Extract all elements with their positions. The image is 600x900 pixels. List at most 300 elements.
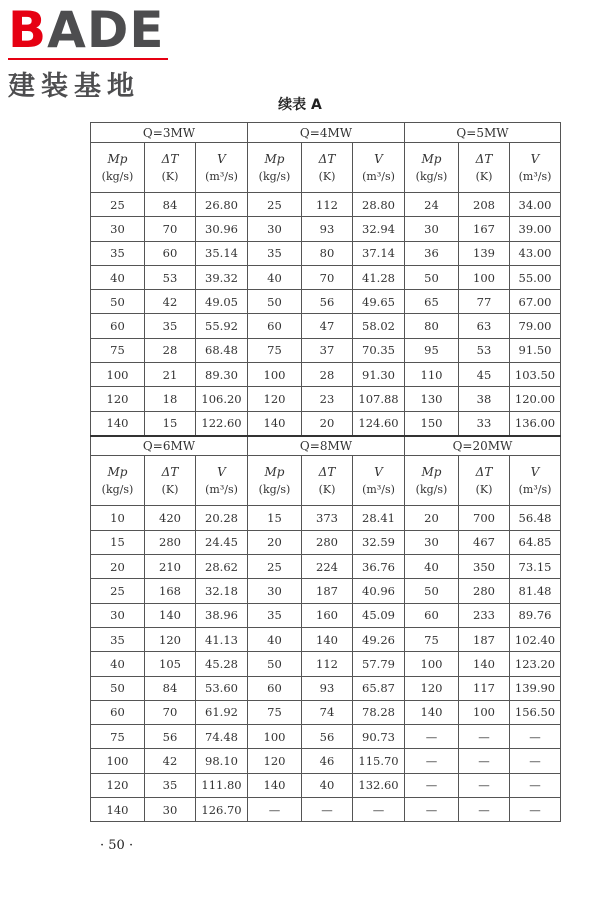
column-header-dt [145,456,196,506]
table-cell: 132.60 [353,773,405,797]
table-cell: 39.00 [510,217,561,241]
table-cell: 187 [302,579,353,603]
table-cell: 150 [405,411,459,436]
table-cell: 123.20 [510,652,561,676]
group-header-row [91,123,561,143]
table-cell: 124.60 [353,411,405,436]
table-row [91,193,561,217]
table-cell: 35 [145,773,196,797]
table-cell: 49.05 [196,290,248,314]
table-cell: 30 [91,603,145,627]
table-cell: 49.26 [353,627,405,651]
table-cell: 53 [145,265,196,289]
column-symbol: V [374,464,383,479]
table-cell: 20 [405,506,459,530]
table-cell: 20 [248,530,302,554]
table-cell: 60 [405,603,459,627]
table-cell: 91.30 [353,363,405,387]
table-row [91,338,561,362]
table-cell: 46 [302,749,353,773]
table-cell: 20.28 [196,506,248,530]
column-header-mp [405,456,459,506]
group-header: Q=8MW [248,436,405,456]
column-symbol: ΔT [161,151,179,166]
table-cell: 111.80 [196,773,248,797]
table-cell: 42 [145,290,196,314]
page-number: · 50 · [100,838,134,853]
column-header-mp [248,456,302,506]
column-symbol: ΔT [318,151,336,166]
table-cell: 35.14 [196,241,248,265]
table-cell: 93 [302,217,353,241]
table-cell: 40.96 [353,579,405,603]
table-cell: 373 [302,506,353,530]
column-symbol: ΔT [161,464,179,479]
table-cell: 74 [302,700,353,724]
table-cell: 60 [248,314,302,338]
table-cell: 30.96 [196,217,248,241]
table-cell: 67.00 [510,290,561,314]
column-unit: (kg/s) [258,169,291,183]
table-cell: 38 [459,387,510,411]
table-cell: — [405,749,459,773]
table-cell: 65 [405,290,459,314]
table-cell: 30 [145,798,196,822]
table-cell: 41.28 [353,265,405,289]
table-cell: 28.41 [353,506,405,530]
column-unit: (K) [475,482,493,496]
table-cell: 140 [248,773,302,797]
table-cell: 30 [91,217,145,241]
table-cell: 60 [91,700,145,724]
column-symbol: Mp [264,464,285,479]
table-cell: 45 [459,363,510,387]
table-row [91,387,561,411]
table-cell: 98.10 [196,749,248,773]
table-cell: 50 [405,265,459,289]
table-cell: 102.40 [510,627,561,651]
column-header-row [91,143,561,193]
table-cell: 100 [248,363,302,387]
column-header-v [353,143,405,193]
column-unit: (m³/s) [205,482,238,496]
table-cell: 420 [145,506,196,530]
table-cell: 140 [145,603,196,627]
column-header-dt [459,143,510,193]
table-row [91,652,561,676]
column-unit: (K) [161,482,179,496]
table-cell: 15 [248,506,302,530]
table-cell: 140 [91,798,145,822]
table-cell: 53.60 [196,676,248,700]
table-cell: 73.15 [510,555,561,579]
table-cell: 140 [302,627,353,651]
table-cell: 58.02 [353,314,405,338]
table-cell: 467 [459,530,510,554]
table-cell: 33 [459,411,510,436]
column-unit: (K) [318,482,336,496]
table-cell: 55.00 [510,265,561,289]
table-cell: 233 [459,603,510,627]
table-cell: 35 [248,241,302,265]
table-cell: 112 [302,652,353,676]
table-row [91,603,561,627]
group-header: Q=20MW [405,436,561,456]
table-cell: 50 [248,652,302,676]
table-cell: 40 [405,555,459,579]
table-row [91,700,561,724]
table-cell: 120 [405,676,459,700]
table-cell: 120.00 [510,387,561,411]
table-row [91,314,561,338]
table-cell: 80 [302,241,353,265]
column-unit: (m³/s) [518,482,552,496]
flow-table [90,122,561,822]
column-header-v [196,143,248,193]
table-cell: 56 [302,290,353,314]
column-unit: (K) [475,169,493,183]
column-symbol: Mp [421,151,442,166]
group-header: Q=5MW [405,123,561,143]
table-cell: 24 [405,193,459,217]
table-cell: 35 [145,314,196,338]
column-unit: (kg/s) [101,169,134,183]
table-cell: 24.45 [196,530,248,554]
table-cell: 77 [459,290,510,314]
bade-logo [8,1,178,103]
table-cell: 107.88 [353,387,405,411]
table-cell: — [510,749,561,773]
table-cell: 30 [405,530,459,554]
table-cell: 32.18 [196,579,248,603]
table-cell: 91.50 [510,338,561,362]
table-cell: 280 [302,530,353,554]
group-header: Q=4MW [248,123,405,143]
table-cell: 35 [91,627,145,651]
group-header-row [91,436,561,456]
table-cell: — [510,773,561,797]
table-cell: 50 [248,290,302,314]
table-cell: 37.14 [353,241,405,265]
column-unit: (kg/s) [101,482,134,496]
table-cell: 130 [405,387,459,411]
group-header: Q=3MW [91,123,248,143]
table-cell: 105 [145,652,196,676]
column-unit: (m³/s) [518,169,552,183]
column-unit: (m³/s) [362,482,395,496]
table-cell: 70 [145,217,196,241]
table-cell: 136.00 [510,411,561,436]
column-header-row [91,456,561,506]
table-cell: 168 [145,579,196,603]
table-row [91,530,561,554]
column-header-mp [405,143,459,193]
column-unit: (kg/s) [415,482,448,496]
logo-letters-ade: ADE [47,1,165,59]
table-cell: 47 [302,314,353,338]
table-cell: 18 [145,387,196,411]
table-cell: 75 [248,700,302,724]
table-cell: 21 [145,363,196,387]
table-cell: 10 [91,506,145,530]
table-cell: 43.00 [510,241,561,265]
table-cell: 32.94 [353,217,405,241]
table-cell: 84 [145,676,196,700]
table-cell: 89.76 [510,603,561,627]
table-row [91,363,561,387]
group-header: Q=6MW [91,436,248,456]
column-header-mp [248,143,302,193]
column-header-mp [91,143,145,193]
table-cell: — [405,725,459,749]
column-header-mp [91,456,145,506]
table-cell: 90.73 [353,725,405,749]
table-row [91,506,561,530]
table-cell: — [405,798,459,822]
table-cell: 103.50 [510,363,561,387]
column-symbol: Mp [264,151,285,166]
table-cell: 74.48 [196,725,248,749]
table-cell: 50 [91,676,145,700]
table-cell: 26.80 [196,193,248,217]
table-cell: 25 [248,193,302,217]
table-cell: — [248,798,302,822]
table-cell: 30 [405,217,459,241]
table-cell: 140 [405,700,459,724]
table-cell: 40 [91,265,145,289]
table-cell: 122.60 [196,411,248,436]
table-cell: — [510,725,561,749]
table-cell: 40 [302,773,353,797]
column-unit: (K) [318,169,336,183]
table-cell: 25 [248,555,302,579]
table-cell: 112 [302,193,353,217]
table-cell: 32.59 [353,530,405,554]
table-row [91,773,561,797]
table-cell: 139 [459,241,510,265]
table-cell: 60 [91,314,145,338]
table-cell: 95 [405,338,459,362]
table-cell: 100 [459,265,510,289]
table-cell: 208 [459,193,510,217]
table-cell: 100 [248,725,302,749]
table-row [91,411,561,436]
table-row [91,798,561,822]
table-cell: 100 [91,749,145,773]
table-cell: 20 [91,555,145,579]
table-cell: 70 [145,700,196,724]
table-cell: 140 [248,411,302,436]
table-cell: 110 [405,363,459,387]
table-cell: 126.70 [196,798,248,822]
table-cell: — [510,798,561,822]
table-cell: 39.32 [196,265,248,289]
column-header-dt [145,143,196,193]
table-cell: 60 [248,676,302,700]
table-cell: 57.79 [353,652,405,676]
column-header-dt [302,143,353,193]
table-cell: 80 [405,314,459,338]
table-cell: 45.28 [196,652,248,676]
table-cell: 89.30 [196,363,248,387]
logo-letter-b: B [8,1,48,59]
column-header-v [196,456,248,506]
column-symbol: V [374,151,383,166]
table-cell: 25 [91,579,145,603]
table-cell: 35 [91,241,145,265]
column-symbol: V [530,151,540,166]
column-symbol: ΔT [475,151,493,166]
table-row [91,217,561,241]
column-symbol: ΔT [318,464,336,479]
table-cell: 56.48 [510,506,561,530]
table-cell: 20 [302,411,353,436]
column-unit: (kg/s) [258,482,291,496]
table-cell: 350 [459,555,510,579]
table-cell: 100 [405,652,459,676]
table-cell: 53 [459,338,510,362]
table-cell: 75 [405,627,459,651]
logo-subtitle: 建装基地 [8,71,140,102]
table-cell: 280 [145,530,196,554]
column-header-v [510,143,561,193]
table-cell: 37 [302,338,353,362]
table-cell: 45.09 [353,603,405,627]
table-caption: 续表 A [278,97,322,113]
table-cell: 28 [302,363,353,387]
table-row [91,725,561,749]
column-header-v [353,456,405,506]
column-header-v [510,456,561,506]
column-unit: (m³/s) [362,169,395,183]
table-cell: 40 [91,652,145,676]
table-cell: 106.20 [196,387,248,411]
table-cell: 120 [248,387,302,411]
table-cell: 38.96 [196,603,248,627]
table-cell: 120 [91,387,145,411]
table-cell: 280 [459,579,510,603]
table-cell: 36 [405,241,459,265]
table-row [91,676,561,700]
table-cell: 49.65 [353,290,405,314]
table-row [91,290,561,314]
table-cell: 140 [91,411,145,436]
column-symbol: V [217,464,226,479]
table-cell: 56 [145,725,196,749]
table-cell: 55.92 [196,314,248,338]
table-cell: 81.48 [510,579,561,603]
column-symbol: Mp [107,464,128,479]
table-cell: 224 [302,555,353,579]
table-cell: 60 [145,241,196,265]
table-cell: 140 [459,652,510,676]
column-header-dt [302,456,353,506]
column-symbol: V [217,151,226,166]
table-cell: 36.76 [353,555,405,579]
table-cell: — [459,725,510,749]
logo-wordmark [8,1,178,59]
table-cell: 93 [302,676,353,700]
table-cell: 30 [248,217,302,241]
table-cell: 42 [145,749,196,773]
table-cell: 700 [459,506,510,530]
table-cell: 120 [91,773,145,797]
table-cell: — [459,773,510,797]
table-cell: 75 [91,725,145,749]
table-cell: 79.00 [510,314,561,338]
table-cell: 187 [459,627,510,651]
table-cell: 167 [459,217,510,241]
column-unit: (kg/s) [415,169,448,183]
column-header-dt [459,456,510,506]
table-cell: 64.85 [510,530,561,554]
table-cell: — [459,749,510,773]
table-cell: 61.92 [196,700,248,724]
column-symbol: V [530,464,540,479]
table-cell: 56 [302,725,353,749]
table-row [91,241,561,265]
table-cell: 50 [91,290,145,314]
table-cell: — [405,773,459,797]
table-row [91,579,561,603]
table-cell: 35 [248,603,302,627]
table-cell: 15 [145,411,196,436]
table-cell: 70 [302,265,353,289]
column-symbol: ΔT [475,464,493,479]
table-row [91,749,561,773]
table-cell: 100 [459,700,510,724]
table-cell: 139.90 [510,676,561,700]
table-cell: 84 [145,193,196,217]
table-cell: 34.00 [510,193,561,217]
table-cell: 70.35 [353,338,405,362]
table-cell: 28 [145,338,196,362]
table-cell: 40 [248,627,302,651]
table-row [91,265,561,289]
table-cell: 210 [145,555,196,579]
table-row [91,555,561,579]
column-unit: (m³/s) [205,169,238,183]
table-cell: 68.48 [196,338,248,362]
table-cell: — [353,798,405,822]
table-cell: 41.13 [196,627,248,651]
table-cell: 78.28 [353,700,405,724]
table-cell: 160 [302,603,353,627]
table-cell: 120 [145,627,196,651]
table-cell: 100 [91,363,145,387]
column-symbol: Mp [421,464,442,479]
table-cell: 117 [459,676,510,700]
table-cell: 40 [248,265,302,289]
column-unit: (K) [161,169,179,183]
table-cell: 25 [91,193,145,217]
table-cell: — [459,798,510,822]
table-cell: 50 [405,579,459,603]
column-symbol: Mp [107,151,128,166]
table-cell: 115.70 [353,749,405,773]
table-cell: 75 [248,338,302,362]
table-cell: 28.80 [353,193,405,217]
table-cell: 65.87 [353,676,405,700]
table-cell: 75 [91,338,145,362]
table-cell: 63 [459,314,510,338]
table-cell: 23 [302,387,353,411]
table-cell: 156.50 [510,700,561,724]
table-cell: — [302,798,353,822]
table-cell: 28.62 [196,555,248,579]
table-cell: 15 [91,530,145,554]
table-cell: 120 [248,749,302,773]
